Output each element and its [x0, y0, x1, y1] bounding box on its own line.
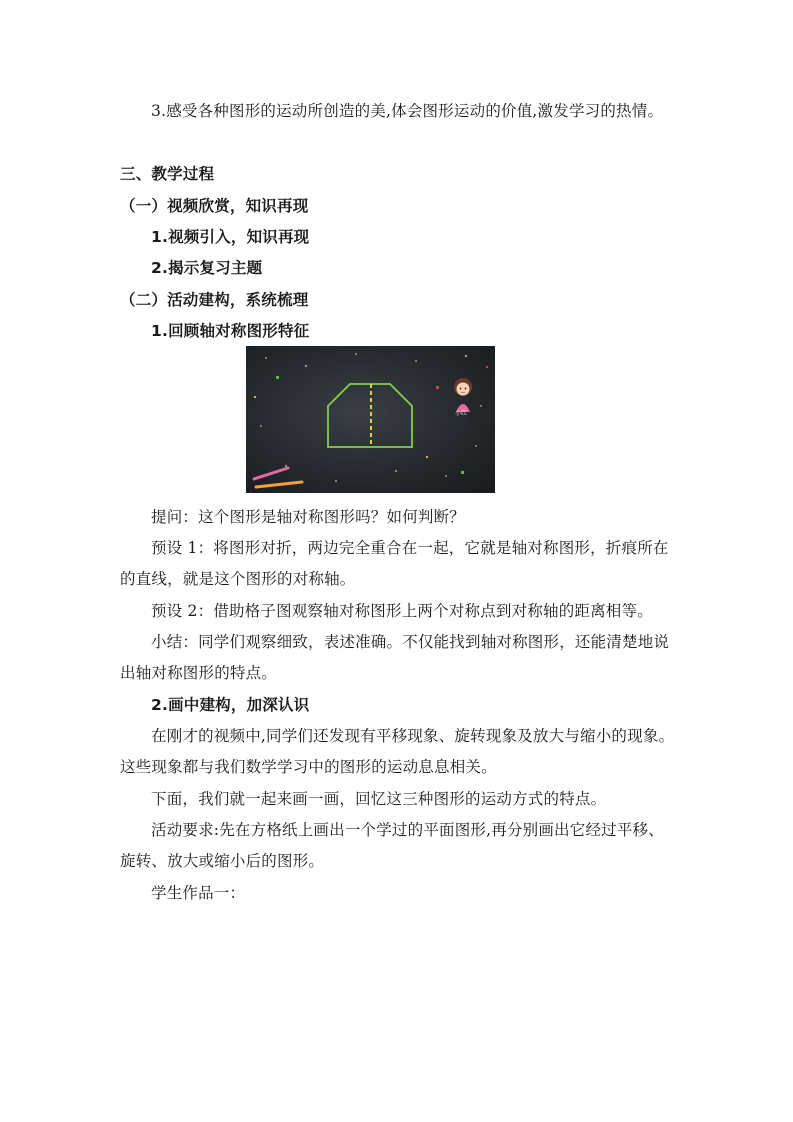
- chalk-pencils: [254, 468, 302, 487]
- question-text: 提问：这个图形是轴对称图形吗？如何判断？: [151, 508, 466, 526]
- hypothesis-2: 预设 2：借助格子图观察轴对称图形上两个对称点到对称轴的距离相等。: [151, 602, 653, 620]
- chalkboard-drawing: [246, 346, 495, 493]
- paragraph-video-line-2: 这些现象都与我们数学学习中的图形的运动息息相关。: [120, 758, 497, 776]
- goal-item-3: 3.感受各种图形的运动所创造的美,体会图形运动的价值,激发学习的热情。: [151, 102, 664, 120]
- step-heading-2-2: 2.画中建构，加深认识: [151, 696, 310, 714]
- paragraph-draw: 下面，我们就一起来画一画，回忆这三种图形的运动方式的特点。: [151, 790, 607, 808]
- summary-line-1: 小结：同学们观察细致，表述准确。不仅能找到轴对称图形，还能清楚地说: [151, 633, 670, 651]
- paragraph-video-line-1: 在刚才的视频中,同学们还发现有平移现象、旋转现象及放大与缩小的现象。: [151, 727, 675, 745]
- summary-line-2: 出轴对称图形的特点。: [120, 664, 278, 682]
- hypothesis-1-line-2: 的直线，就是这个图形的对称轴。: [120, 570, 356, 588]
- hexagon-shape: [328, 384, 412, 447]
- hypothesis-1-line-1: 预设 1：将图形对折，两边完全重合在一起，它就是轴对称图形，折痕所在: [151, 539, 669, 557]
- axisymmetric-figure-image: [246, 346, 495, 493]
- activity-requirement-line-2: 旋转、放大或缩小后的图形。: [120, 852, 325, 870]
- student-work-label: 学生作品一：: [151, 884, 246, 902]
- chalk-sparkles: [260, 353, 482, 482]
- subsection-heading-2: （二）活动建构，系统梳理: [120, 291, 309, 309]
- girl-character-label: 小红: [455, 410, 468, 417]
- step-heading-2-1: 1.回顾轴对称图形特征: [151, 322, 310, 340]
- subsection-heading-1: （一）视频欣赏，知识再现: [120, 197, 309, 215]
- step-heading-1-2: 2.揭示复习主题: [151, 259, 263, 277]
- activity-requirement-line-1: 活动要求:先在方格纸上画出一个学过的平面图形,再分别画出它经过平移、: [151, 821, 664, 839]
- section-heading-teaching-process: 三、教学过程: [120, 165, 215, 183]
- step-heading-1-1: 1.视频引入，知识再现: [151, 228, 310, 246]
